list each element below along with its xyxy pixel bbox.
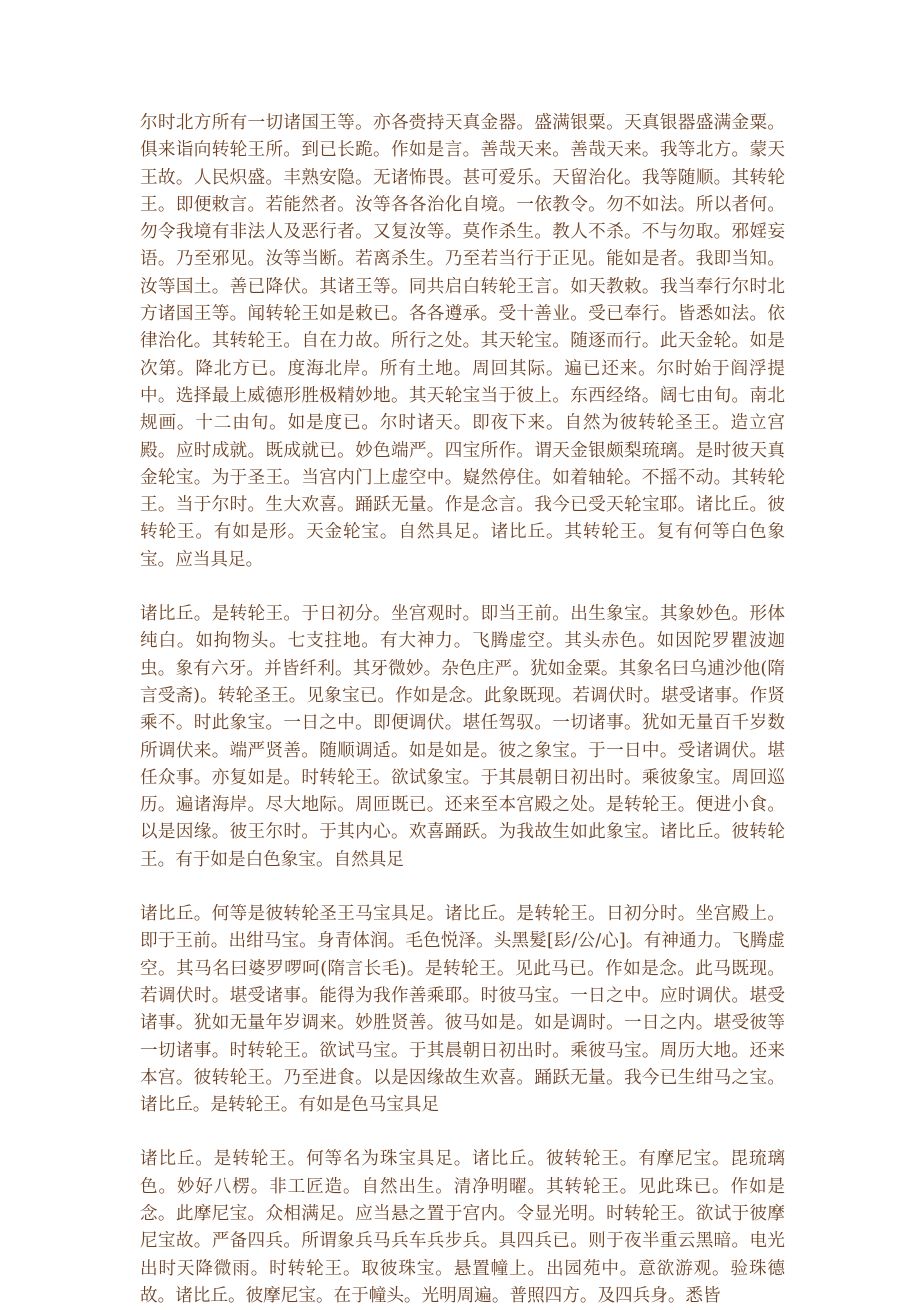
- paragraph-4: 诸比丘。是转轮王。何等名为珠宝具足。诸比丘。彼转轮王。有摩尼宝。毘琉璃色。妙好八楞。非工匠造。自然出生。清净明曜。其转轮王。见此珠已。作如是念。此摩尼宝。众相满足。应当悬之置于宫内。令显光明。时转轮王。欲试于彼摩尼宝故。严备四兵。所谓象兵马兵车兵步兵。具四兵已。则于夜半重云黑暗。电光出时天降微雨。时转轮王。取彼珠宝。悬置幢上。出园苑中。意欲游观。验珠德故。诸比丘。彼摩尼宝。在于幢头。光明周遍。普照四方。及四兵身。悉皆: [140, 1149, 785, 1306]
- paragraph-2: 诸比丘。是转轮王。于日初分。坐宫观时。即当王前。出生象宝。其象妙色。形体纯白。如拘物头。七支拄地。有大神力。飞腾虚空。其头赤色。如因陀罗瞿波迦虫。象有六牙。并皆纤利。其牙微妙。杂色庄严。犹如金粟。其象名曰乌逋沙他(隋言受斋)。转轮圣王。见象宝已。作如是念。此象既现。若调伏时。堪受诸事。作贤乘不。时此象宝。一日之中。即便调伏。堪任驾驭。一切诸事。犹如无量百千岁数所调伏来。端严贤善。随顺调适。如是如是。彼之象宝。于一日中。受诸调伏。堪任众事。亦复如是。时转轮王。欲试象宝。于其晨朝日初出时。乘彼象宝。周回巡历。遍诸海岸。尽大地际。周匝既已。还来至本宫殿之处。是转轮王。便进小食。以是因缘。彼王尔时。于其内心。欢喜踊跃。为我故生如此象宝。诸比丘。彼转轮王。有于如是白色象宝。自然具足: [140, 604, 785, 870]
- paragraph-3: 诸比丘。何等是彼转轮圣王马宝具足。诸比丘。是转轮王。日初分时。坐宫殿上。即于王前。出绀马宝。身青体润。毛色悦泽。头黑髮[髟/公/心]。有神通力。飞腾虚空。其马名曰婆罗啰呵(隋言长毛)。是转轮王。见此马已。作如是念。此马既现。若调伏时。堪受诸事。能得为我作善乘耶。时彼马宝。一日之中。应时调伏。堪受诸事。犹如无量年岁调来。妙胜贤善。彼马如是。如是调时。一日之内。堪受彼等一切诸事。时转轮王。欲试马宝。于其晨朝日初出时。乘彼马宝。周历大地。还来本宫。彼转轮王。乃至进食。以是因缘故生欢喜。踊跃无量。我今已生绀马之宝。诸比丘。是转轮王。有如是色马宝具足: [140, 904, 785, 1116]
- paragraph-1: 尔时北方所有一切诸国王等。亦各赍持天真金器。盛满银粟。天真银器盛满金粟。俱来诣向转轮王所。到已长跪。作如是言。善哉天来。善哉天来。我等北方。蒙天王故。人民炽盛。丰熟安隐。无诸怖畏。甚可爱乐。天留治化。我等随顺。其转轮王。即便敕言。若能然者。汝等各各治化自境。一依教令。勿不如法。所以者何。勿令我境有非法人及恶行者。又复汝等。莫作杀生。教人不杀。不与勿取。邪婬妄语。乃至邪见。汝等当断。若离杀生。乃至若当行于正见。能如是者。我即当知。汝等国土。善已降伏。其诸王等。同共启白转轮王言。如天教敕。我当奉行尔时北方诸国王等。闻转轮王如是敕已。各各遵承。受十善业。受已奉行。皆悉如法。依律治化。其转轮王。自在力故。所行之处。其天轮宝。随逐而行。此天金轮。如是次第。降北方已。度海北岸。所有土地。周回其际。遍已还来。尔时始于阎浮提中。选择最上威德形胜极精妙地。其天轮宝当于彼上。东西经络。阔七由旬。南北规画。十二由旬。如是度已。尔时诸天。即夜下来。自然为彼转轮圣王。造立宫殿。应时成就。既成就已。妙色端严。四宝所作。谓天金银颇梨琉璃。是时彼天真金轮宝。为于圣王。当宫内门上虚空中。嶷然停住。如着轴轮。不摇不动。其转轮王。当于尔时。生大欢喜。踊跃无量。作是念言。我今已受天轮宝耶。诸比丘。彼转轮王。有如是形。天金轮宝。自然具足。诸比丘。其转轮王。复有何等白色象宝。应当具足。: [140, 113, 785, 570]
